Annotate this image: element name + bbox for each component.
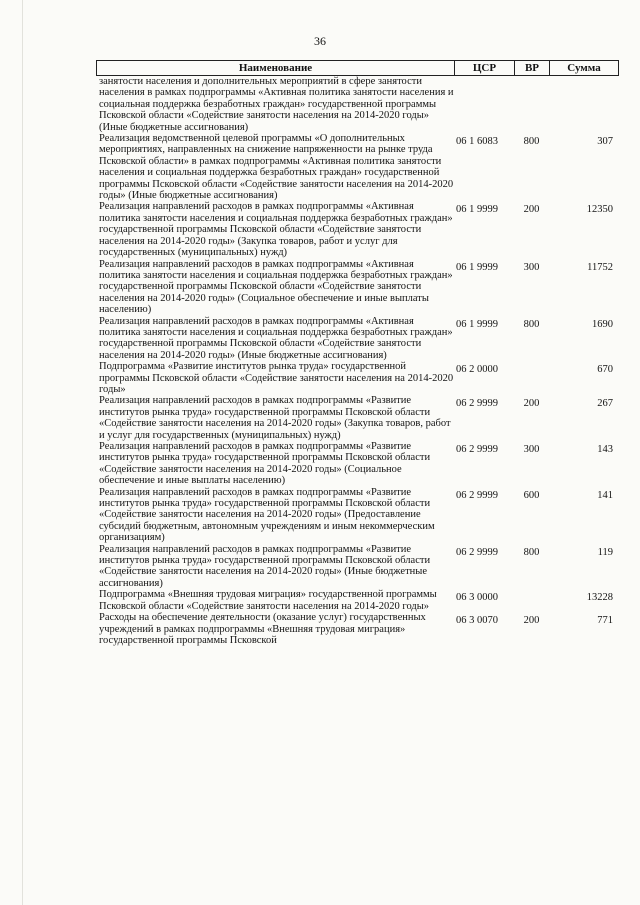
row-sum: 670 — [597, 364, 613, 376]
row-sum: 13228 — [586, 592, 613, 604]
row-name: занятости населения и дополнительных мероприятий в сфере занятости населения в рамках подпрограммы «Активная политика занятости населения и социальная поддержка безработных граждан» государственной программы Псковской области «Содействие занятости населения на 2014-2020 годы» (Иные бюджетные ассигнования) — [99, 76, 454, 133]
row-vr: 300 — [523, 444, 540, 455]
page-edge — [22, 0, 23, 905]
table-row — [96, 201, 619, 258]
row-name: Реализация направлений расходов в рамках подпрограммы «Активная политика занятости населения и социальная поддержка безработных граждан» государственной программы Псковской области «Содействие занятости населения на 2014-2020 годы» (Закупка товаров, работ и услуг для государственных (муниципальных) нужд) — [99, 201, 453, 259]
table-header — [96, 60, 619, 76]
table-row — [96, 441, 619, 487]
row-sum: 267 — [597, 398, 613, 410]
table-row — [96, 259, 619, 316]
row-csr: 06 1 9999 — [456, 261, 498, 273]
table-row — [96, 361, 619, 395]
row-sum: 119 — [597, 546, 613, 558]
row-vr: 200 — [523, 615, 540, 627]
row-sum: 141 — [597, 489, 613, 501]
row-csr: 06 2 9999 — [456, 444, 498, 455]
header-vr: ВР — [515, 61, 550, 75]
row-csr: 06 2 9999 — [456, 398, 498, 410]
row-name: Расходы на обеспечение деятельности (оказание услуг) государственных учреждений в рамках подпрограммы «Внешняя трудовая миграция» государственной программы Псковской — [99, 612, 426, 646]
row-sum: 1690 — [592, 318, 613, 330]
row-vr: 200 — [523, 398, 540, 410]
header-name: Наименование — [97, 61, 455, 75]
row-vr: 300 — [523, 261, 540, 273]
row-name: Подпрограмма «Внешняя трудовая миграция» государственной программы Псковской области «Содействие занятости населения на 2014-2020 годы» — [99, 589, 437, 612]
table-row — [96, 544, 619, 590]
row-vr — [514, 361, 549, 364]
table-row — [96, 487, 619, 544]
table-row — [96, 133, 619, 201]
row-csr: 06 2 0000 — [456, 364, 498, 376]
row-sum: 12350 — [586, 204, 613, 216]
row-csr: 06 3 0000 — [456, 592, 498, 604]
page-number: 36 — [314, 34, 326, 48]
row-sum: 143 — [597, 444, 613, 455]
row-name: Реализация направлений расходов в рамках подпрограммы «Развитие институтов рынка труда» государственной программы Псковской области «Содействие занятости населения на 2014-2020 годы» (Социальное обеспечение и иные выплаты населению) — [99, 441, 431, 487]
table-row — [96, 589, 619, 612]
row-csr: 06 2 9999 — [456, 489, 498, 501]
table-row — [96, 76, 619, 133]
row-sum: 307 — [597, 136, 613, 148]
row-name: Реализация ведомственной целевой программы «О дополнительных мероприятиях, направленных на снижение напряженности на рынке труда Псковской области» в рамках подпрограммы «Активная политика занятости населения и социальная поддержка безработных граждан» государственной программы Псковской области «Содействие занятости населения на 2014-2020 годы» (Иные бюджетные ассигнования) — [99, 133, 454, 202]
header-csr: ЦСР — [455, 61, 515, 75]
row-name: Реализация направлений расходов в рамках подпрограммы «Активная политика занятости населения и социальная поддержка безработных граждан» государственной программы Псковской области «Содействие занятости населения на 2014-2020 годы» (Иные бюджетные ассигнования) — [99, 315, 453, 361]
row-csr: 06 2 9999 — [456, 546, 498, 558]
row-csr: 06 1 6083 — [456, 136, 498, 148]
row-sum: 771 — [597, 615, 613, 627]
row-vr: 800 — [523, 546, 540, 558]
row-name: Реализация направлений расходов в рамках подпрограммы «Активная политика занятости населения и социальная поддержка безработных граждан» государственной программы Псковской области «Содействие занятости населения на 2014-2020 годы» (Социальное обеспечение и иные выплаты населению) — [99, 258, 453, 316]
row-csr: 06 1 9999 — [456, 204, 498, 216]
row-vr: 800 — [523, 136, 540, 148]
row-sum: 11752 — [587, 261, 613, 273]
row-name: Реализация направлений расходов в рамках подпрограммы «Развитие институтов рынка труда» государственной программы Псковской области «Содействие занятости населения на 2014-2020 годы» (Предоставление субсидий бюджетным, автономным учреждениям и иным некоммерческим организациям) — [99, 486, 435, 544]
row-vr: 600 — [523, 489, 540, 501]
row-vr: 200 — [523, 204, 540, 216]
table-row — [96, 612, 619, 646]
budget-table — [96, 60, 619, 646]
table-row — [96, 316, 619, 362]
row-vr — [514, 589, 549, 592]
row-vr: 800 — [523, 318, 540, 330]
row-name: Реализация направлений расходов в рамках подпрограммы «Развитие институтов рынка труда» государственной программы Псковской области «Содействие занятости населения на 2014-2020 годы» (Закупка товаров, работ и услуг для государственных (муниципальных) нужд) — [99, 395, 451, 441]
table-body — [96, 76, 619, 646]
table-row — [96, 395, 619, 441]
row-name: Реализация направлений расходов в рамках подпрограммы «Развитие институтов рынка труда» государственной программы Псковской области «Содействие занятости населения на 2014-2020 годы» (Иные бюджетные ассигнования) — [99, 543, 431, 589]
header-sum: Сумма — [567, 62, 601, 74]
row-csr: 06 1 9999 — [456, 318, 498, 330]
row-csr: 06 3 0070 — [456, 615, 498, 627]
row-name: Подпрограмма «Развитие институтов рынка труда» государственной программы Псковской области «Содействие занятости населения на 2014-2020 годы» — [99, 361, 454, 395]
